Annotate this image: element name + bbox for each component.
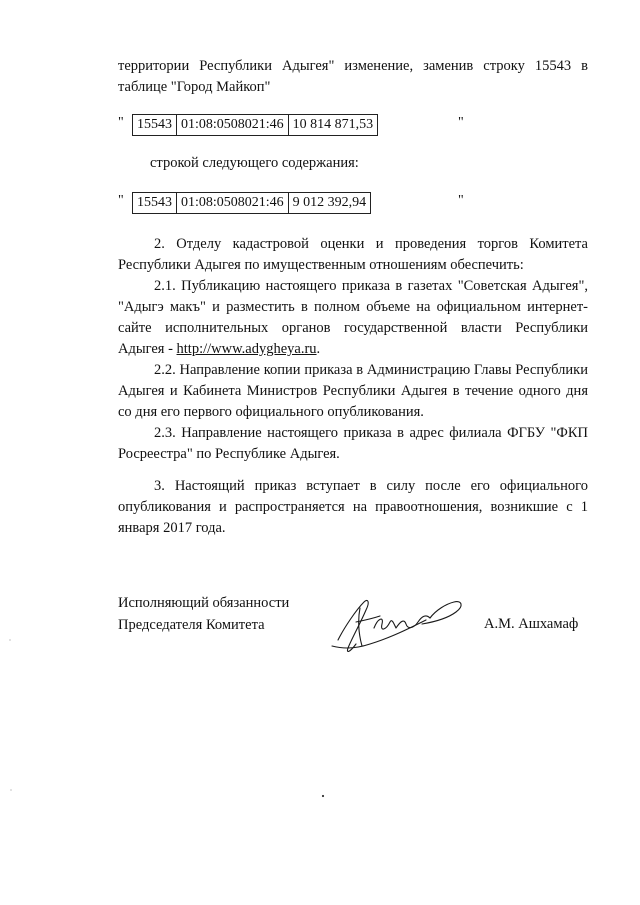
intro-line-2: таблице "Город Майкоп" xyxy=(118,79,271,95)
item-2-2: 2.2. Направление копии приказа в Администрацию Главы Республики Адыгея и Кабинета Министров Республики Адыгея в течение одного дня со дня его первого официального опубликования. xyxy=(118,362,588,420)
website-link[interactable]: http://www.adygheya.ru xyxy=(176,341,317,357)
cell-value: 10 814 871,53 xyxy=(288,115,378,136)
signatory-name: А.М. Ашхамаф xyxy=(484,616,579,632)
item-2-3: 2.3. Направление настоящего приказа в адрес филиала ФГБУ "ФКП Росреестра" по Республике Адыгея. xyxy=(118,425,588,462)
cell-number: 15543 xyxy=(133,193,177,214)
open-quote: " xyxy=(118,115,124,130)
close-quote: " xyxy=(458,193,464,208)
cell-cadastral: 01:08:0508021:46 xyxy=(177,115,289,136)
signatory-title-line-2: Председателя Комитета xyxy=(118,617,265,633)
item-3: 3. Настоящий приказ вступает в силу после его официального опубликования и распространяется на правоотношения, возникшие с 1 января 2017 года. xyxy=(118,478,588,536)
open-quote: " xyxy=(118,193,124,208)
cell-cadastral: 01:08:0508021:46 xyxy=(177,193,289,214)
item-2-1-end: . xyxy=(316,341,321,357)
replace-text: строкой следующего содержания: xyxy=(150,155,359,171)
cell-value: 9 012 392,94 xyxy=(288,193,371,214)
item-2-1-text: 2.1. Публикацию настоящего приказа в газетах "Советская Адыгея", "Адыгэ макъ" и разместить в полном объеме на официальном интернет-сайте исполнительных органов государственной власти Республики Адыгея - xyxy=(118,278,588,357)
intro-line-1: территории Республики Адыгея" изменение, заменив строку 15543 в xyxy=(118,58,588,74)
signatory-title-line-1: Исполняющий обязанности xyxy=(118,595,290,611)
close-quote: " xyxy=(458,115,464,130)
item-2: 2. Отделу кадастровой оценки и проведения торгов Комитета Республики Адыгея по имущественным отношениям обеспечить: xyxy=(118,236,588,273)
cell-number: 15543 xyxy=(133,115,177,136)
